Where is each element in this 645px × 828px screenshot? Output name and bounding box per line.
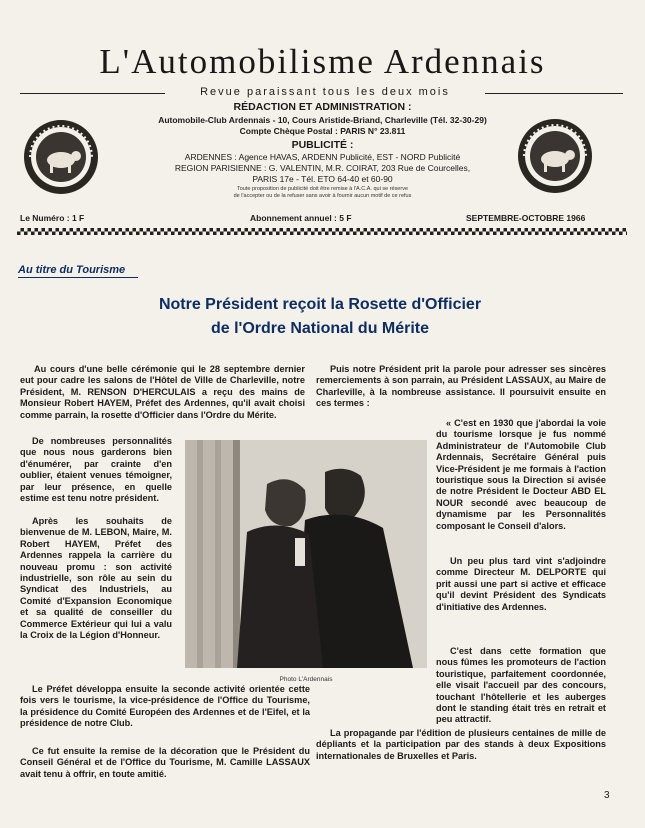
redaction-heading: RÉDACTION ET ADMINISTRATION :	[233, 101, 412, 113]
club-seal-left	[22, 118, 100, 196]
redaction-postal: Compte Chèque Postal : PARIS N° 23.811	[239, 126, 406, 136]
section-rule	[18, 277, 138, 278]
publicite-line3: PARIS 17e - Tél. ETO 64-40 et 60-90	[252, 174, 393, 184]
issue-date: SEPTEMBRE-OCTOBRE 1966	[466, 213, 586, 223]
article-paragraph-4: Le Préfet développa ensuite la seconde activité orientée cette fois vers le tourisme, la vice-présidence de l'Office du Tourisme, la présidence du Comité Européen des Ardennes et de l'Eifel, et la présidence de notre Club.	[20, 684, 310, 729]
issue-abonnement: Abonnement annuel : 5 F	[250, 213, 352, 223]
article-paragraph-1: Au cours d'une belle cérémonie qui le 28 septembre dernier eut pour cadre les salons de l'Hôtel de Ville de Charleville, notre Président, M. RENSON D'HERCULAIS a reçu des mains de Monsieur Robert HAYEM, Préfet des Ardennes, qu'il avait choisi comme parrain, la rosette d'Officier dans l'Ordre du Mérite.	[20, 364, 305, 420]
publicite-line2: REGION PARISIENNE : G. VALENTIN, M.R. COIRAT, 203 Rue de Courcelles,	[174, 163, 471, 173]
masthead-rule-right	[485, 93, 623, 94]
publicite-notice2: de l'accepter ou de la refuser sans avoir à fournir aucun motif de ce refus	[233, 193, 412, 199]
masthead-title: L'Automobilisme Ardennais	[99, 42, 546, 81]
article-paragraph-3: Après les souhaits de bienvenue de M. LEBON, Maire, M. Robert HAYEM, Préfet des Ardennes rappela la carrière du nouveau promu : son activité industrielle, son rôle au sein du Syndicat des Industriels, au Comité d'Expansion Economique et sa qualité de conseiller du Commerce Extérieur qui lui a valu la Croix de la Légion d'Honneur.	[20, 516, 172, 641]
article-title-line1: Notre Président reçoit la Rosette d'Officier	[158, 296, 482, 313]
issue-numero: Le Numéro : 1 F	[20, 213, 85, 223]
article-paragraph-6: Puis notre Président prit la parole pour adresser ses sincères remerciements à son parrain, au Président LASSAUX, au Maire de Charleville, à la nombreuse assistance. Il poursuivit ensuite en ces termes :	[316, 364, 606, 409]
masthead-rule-left	[20, 93, 165, 94]
article-paragraph-10: La propagande par l'édition de plusieurs centaines de mille de dépliants et la participation par des stands à deux Expositions internationales de Bruxelles et Paris.	[316, 728, 606, 761]
article-paragraph-2: De nombreuses personnalités que nous nous garderons bien d'énumérer, par crainte d'en oublier, étaient venues témoigner, par leur présence, en quelle estime est tenu notre président.	[20, 436, 172, 504]
redaction-address: Automobile-Club Ardennais - 10, Cours Aristide-Briand, Charleville (Tél. 32-30-29)	[158, 115, 487, 125]
article-paragraph-9: C'est dans cette formation que nous fûmes les promoteurs de l'action touristique, parfaitement coordonnée, elle visait l'accueil par des concours, touchant l'hôtellerie et les auberges dont le standing était très en retrait et peu attractif.	[436, 646, 606, 725]
photo-caption: Photo L'Ardennais	[279, 676, 333, 683]
article-paragraph-5: Ce fut ensuite la remise de la décoration que le Président du Conseil Général et de l'Office du Tourisme, M. Camille LASSAUX avait tenu à offrir, en toute amitié.	[20, 746, 310, 779]
publicite-notice1: Toute proposition de publicité doit être remise à l'A.C.A. qui se réserve	[236, 186, 409, 192]
ceremony-photo	[185, 440, 427, 668]
section-label: Au titre du Tourisme	[18, 264, 126, 276]
article-title-line2: de l'Ordre National du Mérite	[210, 320, 430, 337]
masthead-tagline: Revue paraissant tous les deux mois	[200, 86, 450, 98]
checkered-divider	[17, 228, 627, 235]
publicite-heading: PUBLICITÉ :	[291, 139, 354, 151]
page-number: 3	[604, 790, 610, 801]
article-paragraph-8: Un peu plus tard vint s'adjoindre comme Directeur M. DELPORTE qui prit aussi une part si active et efficace qu'il devint Président des Syndicats d'initiative des Ardennes.	[436, 556, 606, 612]
publicite-line1: ARDENNES : Agence HAVAS, ARDENN Publicité, EST - NORD Publicité	[184, 152, 461, 162]
article-paragraph-7: « C'est en 1930 que j'abordai la voie du tourisme lorsque je fus nommé Administrateur de l'Automobile Club Ardennais, Secrétaire Général puis Vice-Président je me formais à l'action touristique sous la Direction si avisée de notre Président le Docteur ABD EL NOUR secondé avec beaucoup de dynamisme par les Personnalités composant le Conseil d'alors.	[436, 418, 606, 531]
